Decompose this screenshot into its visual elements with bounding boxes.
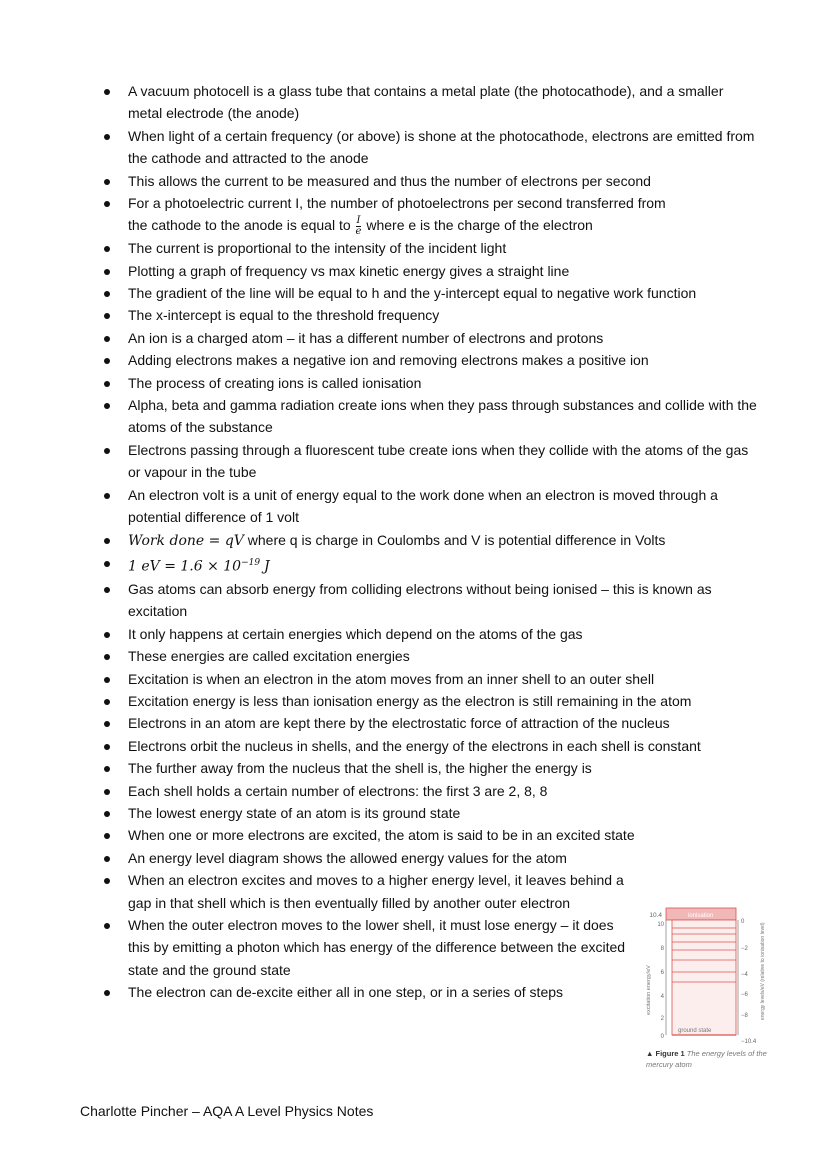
list-item [0,304,760,326]
bullet-text: It only happens at certain energies which depend on the atoms of the gas [128,625,583,642]
bullet-icon [104,493,110,499]
list-item [0,802,760,824]
bullet-icon [104,811,110,817]
ionisation-label: ionisation [688,913,714,919]
bullet-text: Electrons orbit the nucleus in shells, and the energy of the electrons in each shell is constant [128,737,701,754]
bullet-text: The x-intercept is equal to the threshold frequency [128,307,440,324]
work-done-text: where q is charge in Coulombs and V is potential difference in Volts [247,531,666,548]
list-item [0,394,760,439]
bullet-icon [104,856,110,862]
bullet-icon [104,766,110,772]
bullet-icon [104,381,110,387]
bullet-text: When the outer electron moves to the lower shell, it must lose energy – it does this by emitting a photon which has energy of the difference between the excited state and the ground state [128,917,626,978]
photocurrent-text: the cathode to the anode is equal to [128,217,351,234]
list-item [0,170,760,192]
list-item [0,125,760,170]
bullet-icon [104,677,110,683]
energy-level-diagram [638,900,788,1048]
bullet-text: These energies are called excitation energies [128,648,410,665]
list-item [0,914,636,981]
bullet-icon [104,587,110,593]
list-item [0,981,636,1003]
electron-volt-unit: J [263,558,270,575]
list-item [0,824,760,846]
bullet-text: Adding electrons makes a negative ion and removing electrons makes a positive ion [128,352,649,369]
bullet-text: Plotting a graph of frequency vs max kinetic energy gives a straight line [128,262,570,279]
electron-volt-exponent: −19 [241,557,261,568]
bullet-icon [104,448,110,454]
energy-level-figure [638,900,788,1080]
bullet-text: Alpha, beta and gamma radiation create ions when they pass through substances and collide with the atoms of the substance [128,397,757,436]
bullet-icon [104,699,110,705]
bullet-text: Each shell holds a certain number of electrons: the first 3 are 2, 8, 8 [128,782,548,799]
bullet-text: The electron can de-excite either all in one step, or in a series of steps [128,984,564,1001]
top-value-label: 10.4 [649,912,662,919]
bullet-icon [104,990,110,996]
bullet-icon [104,403,110,409]
bullet-icon [104,134,110,140]
bullet-text: The current is proportional to the intensity of the incident light [128,240,507,257]
bullet-text: An electron volt is a unit of energy equal to the work done when an electron is moved through a potential difference of 1 volt [128,486,718,526]
list-item [0,690,760,712]
list-item [0,349,760,371]
left-axis-label: excitation energy/eV [646,965,652,1015]
bullet-icon [104,561,110,567]
bullet-text: An energy level diagram shows the allowed energy values for the atom [128,849,567,866]
bullet-icon [104,878,110,884]
bullet-text: When one or more electrons are excited, the atom is said to be in an excited state [128,827,635,844]
bullet-text: A vacuum photocell is a glass tube that contains a metal plate (the photocathode), and a smaller metal electrode (the anode) [128,83,724,122]
bullet-text: When an electron excites and moves to a higher energy level, it leaves behind a gap in that shell which is then eventually filled by another outer electron [128,872,624,911]
bullet-text: The further away from the nucleus that the shell is, the higher the energy is [128,760,592,777]
figure-caption [646,1048,786,1070]
left-tick-label: 2 [660,1016,664,1022]
right-tick-label: −4 [741,972,748,978]
bullet-text: This allows the current to be measured and thus the number of electrons per second [128,172,651,189]
left-tick-label: 0 [660,1034,664,1040]
bullet-icon [104,654,110,660]
list-item [0,735,760,757]
left-tick-label: 6 [660,970,664,976]
list-item [0,668,760,690]
electron-volt-equation: 1 eV = 1.6 × 10 [128,558,242,575]
bullet-text: For a photoelectric current I, the number of photoelectrons per second transferred from [128,195,666,212]
bullet-icon [104,538,110,544]
list-item [0,439,760,484]
left-tick-label: 8 [660,946,664,952]
list-item [0,529,760,552]
right-tick-label: −2 [741,946,748,952]
bullet-icon [104,246,110,252]
bullet-icon [104,632,110,638]
list-item [0,869,636,914]
page-footer: Charlotte Pincher – AQA A Level Physics Notes [80,1103,374,1119]
fraction-denominator: e [355,226,362,238]
list-item [0,552,760,578]
list-item [0,780,760,802]
figure-caption-text: The energy levels of the mercury atom [646,1049,767,1069]
bullet-icon [104,721,110,727]
bullet-icon [104,179,110,185]
list-item [0,80,760,125]
bullet-text: Electrons in an atom are kept there by the electrostatic force of attraction of the nucleus [128,715,670,732]
list-item [0,578,760,623]
bullet-text: The lowest energy state of an atom is its ground state [128,805,461,822]
ground-state-label: ground state [678,1028,712,1034]
list-item [0,757,760,779]
bullet-text: The process of creating ions is called ionisation [128,374,422,391]
list-item [0,260,760,282]
left-tick-label: 4 [660,994,664,1000]
bullet-icon [104,291,110,297]
bullet-list [0,80,828,1004]
list-item [0,484,760,529]
right-tick-label: −10.4 [741,1039,757,1045]
bullet-text: Gas atoms can absorb energy from colliding electrons without being ionised – this is known as excitation [128,580,712,620]
left-tick-label: 10 [657,922,664,928]
fraction-numerator: I [356,215,361,227]
bullet-icon [104,89,110,95]
list-item [0,645,760,667]
list-item [0,712,760,734]
bullet-icon [104,833,110,839]
current-over-charge-fraction [356,216,362,237]
bullet-text: The gradient of the line will be equal to h and the y-intercept equal to negative work function [128,285,697,302]
bullet-icon [104,923,110,929]
list-item [0,282,760,304]
list-item [0,847,636,869]
list-item [0,372,760,394]
bullet-icon [104,269,110,275]
photocurrent-text-rest: where e is the charge of the electron [366,217,593,234]
bullet-icon [104,789,110,795]
energy-box [672,920,736,1035]
bullet-text: When light of a certain frequency (or above) is shone at the photocathode, electrons are emitted from the cathode and attracted to the anode [128,127,755,167]
right-tick-label: 0 [741,919,745,925]
list-item [0,192,760,237]
right-tick-label: −8 [741,1013,748,1019]
figure-caption-label: ▲ Figure 1 [646,1049,685,1058]
right-axis-label: energy levels/eV (relative to ionisation level) [760,922,766,1020]
bullet-icon [104,336,110,342]
bullet-icon [104,744,110,750]
bullet-icon [104,358,110,364]
bullet-icon [104,201,110,207]
bullet-text: Excitation is when an electron in the atom moves from an inner shell to an outer shell [128,670,655,687]
bullet-text: Excitation energy is less than ionisation energy as the electron is still remaining in the atom [128,693,692,710]
work-done-equation: Work done = qV [128,532,244,549]
list-item [0,237,760,259]
right-tick-label: −6 [741,992,748,998]
list-item [0,623,760,645]
bullet-text: An ion is a charged atom – it has a different number of electrons and protons [128,329,604,346]
list-item [0,327,760,349]
bullet-text: Electrons passing through a fluorescent tube create ions when they collide with the atoms of the gas or vapour in the tube [128,441,749,481]
bullet-icon [104,313,110,319]
